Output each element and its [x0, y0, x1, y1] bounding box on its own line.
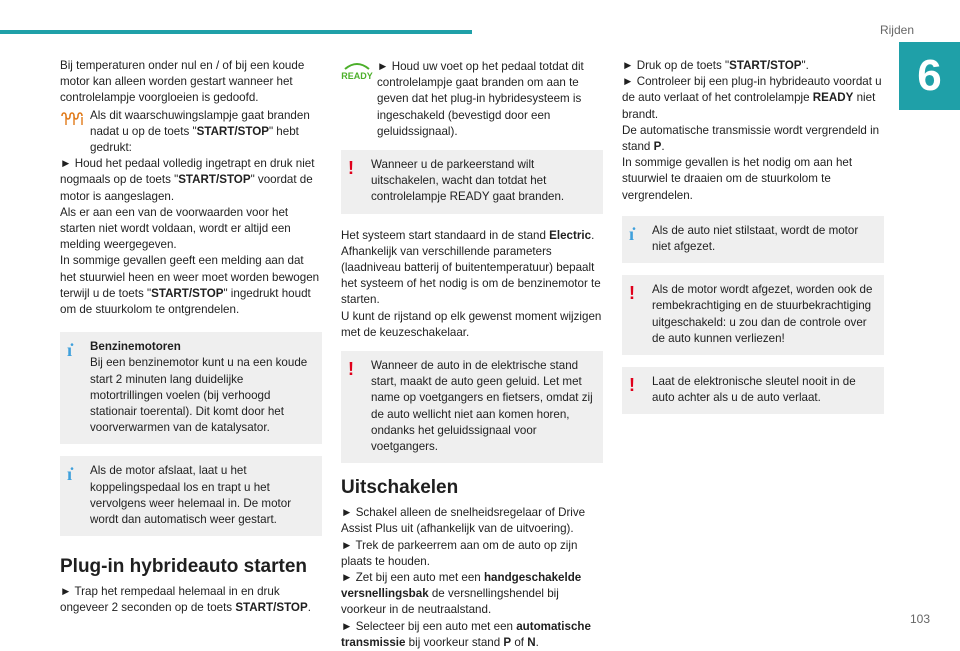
warning-exclamation-icon: !: [348, 158, 354, 179]
column-2: [341, 58, 603, 651]
paragraph: ► Schakel alleen de snelheidsregelaar of Drive Assist Plus uit (afhankelijk van de uitvoering).: [341, 506, 586, 536]
section-title: Rijden: [879, 23, 914, 37]
warning-box-electric: ! Wanneer de auto in de elektrische stand start, maakt de auto geen geluid. Let met name op voetgangers en fietsers, omdat zij de auto wellicht niet aan komen horen, ondanks het geluidssignaal voor voetgangers.: [341, 351, 603, 463]
column-1: [60, 58, 322, 617]
info-box-stall: ı̇ Als de motor afslaat, laat u het koppelingspedaal los en trapt u het vervolgens weer helemaal in. De motor wordt dan automatisch weer gestart.: [60, 456, 322, 536]
paragraph: ► Controleer bij een plug-in hybrideauto voordat u de auto verlaat of het controlelampje READY niet brandt.: [622, 75, 882, 121]
section-heading: Plug-in hybrideauto starten: [60, 556, 308, 578]
info-icon: ı̇: [629, 223, 635, 244]
paragraph: U kunt de rijstand op elk gewenst moment wijzigen met de keuzeschakelaar.: [341, 309, 602, 339]
ready-icon: [341, 60, 373, 82]
paragraph: Bij temperaturen onder nul en / of bij een koude motor kan alleen worden gestart wanneer het controlelampje voorgloeien is gedoofd.: [60, 59, 305, 105]
warning-box-key: ! Laat de elektronische sleutel nooit in de auto achter als u de auto verlaat.: [622, 367, 884, 414]
paragraph: In sommige gevallen is het nodig om aan het stuurwiel te draaien om de stuurkolom te vergrendelen.: [622, 156, 853, 202]
warning-exclamation-icon: !: [348, 359, 354, 380]
paragraph: ► Druk op de toets "START/STOP".: [622, 59, 809, 72]
paragraph: Als er aan een van de voorwaarden voor het starten niet wordt voldaan, wordt er altijd een melding weergegeven.: [60, 205, 291, 252]
paragraph: De automatische transmissie wordt vergrendeld in stand P.: [622, 123, 880, 154]
section-heading: Uitschakelen: [341, 477, 459, 499]
info-box-not-stationary: ı̇ Als de auto niet stilstaat, wordt de motor niet afgezet.: [622, 216, 884, 263]
preheat-warning-row: Als dit waarschuwingslampje gaat branden nadat u op de toets "START/STOP" hebt gedrukt:: [60, 108, 322, 157]
column-3: [622, 58, 884, 422]
warning-exclamation-icon: !: [629, 283, 635, 304]
ready-lamp-row: READY ► Houd uw voet op het pedaal totdat dit controlelampje gaat branden om aan te geven dat het plug-in hybridesysteem is ingeschakeld (bevestigd door een geluidssignaal).: [341, 60, 584, 138]
chapter-number: 6: [899, 42, 960, 110]
info-icon: ı̇: [67, 464, 73, 485]
paragraph: ► Zet bij een auto met een handgeschakelde versnellingsbak de versnellingshendel bij voorkeur in de neutraalstand.: [341, 571, 582, 617]
warning-box-assist: ! Als de motor wordt afgezet, worden ook de rembekrachtiging en de stuurbekrachtiging uitgeschakeld: u zou dan de controle over de auto kunnen verliezen!: [622, 275, 884, 355]
page-number: 103: [909, 612, 930, 626]
paragraph: ► Selecteer bij een auto met een automatische transmissie bij voorkeur stand P of N.: [341, 619, 591, 649]
ready-icon-label: READY: [341, 71, 373, 81]
paragraph: ► Trap het rempedaal helemaal in en druk ongeveer 2 seconden op de toets START/STOP.: [60, 585, 311, 615]
preheat-coil-icon: [60, 109, 86, 129]
paragraph: ► Trek de parkeerrem aan om de auto op zijn plaats te houden.: [341, 538, 578, 568]
paragraph: Afhankelijk van verschillende parameters (laadniveau batterij of buitentemperatuur) bepaalt het systeem of het nodig is om de benzinemotor te starten.: [341, 244, 601, 307]
paragraph: In sommige gevallen geeft een melding aan dat het stuurwiel heen en weer moet worden bewogen terwijl u de toets "START/STOP" ingedrukt houdt om de stuurkolom te ontgrendelen.: [60, 254, 320, 317]
header-accent-bar: [0, 30, 472, 34]
info-icon: ı̇: [67, 340, 73, 361]
warning-box-parking: ! Wanneer u de parkeerstand wilt uitschakelen, wacht dan totdat het controlelampje READY gaat branden.: [341, 150, 603, 214]
paragraph: ► Houd het pedaal volledig ingetrapt en druk niet nogmaals op de toets "START/STOP" voordat de motor is aangeslagen.: [60, 157, 315, 203]
warning-exclamation-icon: !: [629, 375, 635, 396]
info-box-petrol: ı̇ Benzinemotoren Bij een benzinemotor kunt u na een koude start 2 minuten lang duidelijke motortrillingen voelen (bij verhoogd stationair toerental). Dit komt door het voorverwarmen van de katalysator.: [60, 332, 322, 444]
paragraph: Het systeem start standaard in de stand Electric.: [341, 228, 595, 242]
